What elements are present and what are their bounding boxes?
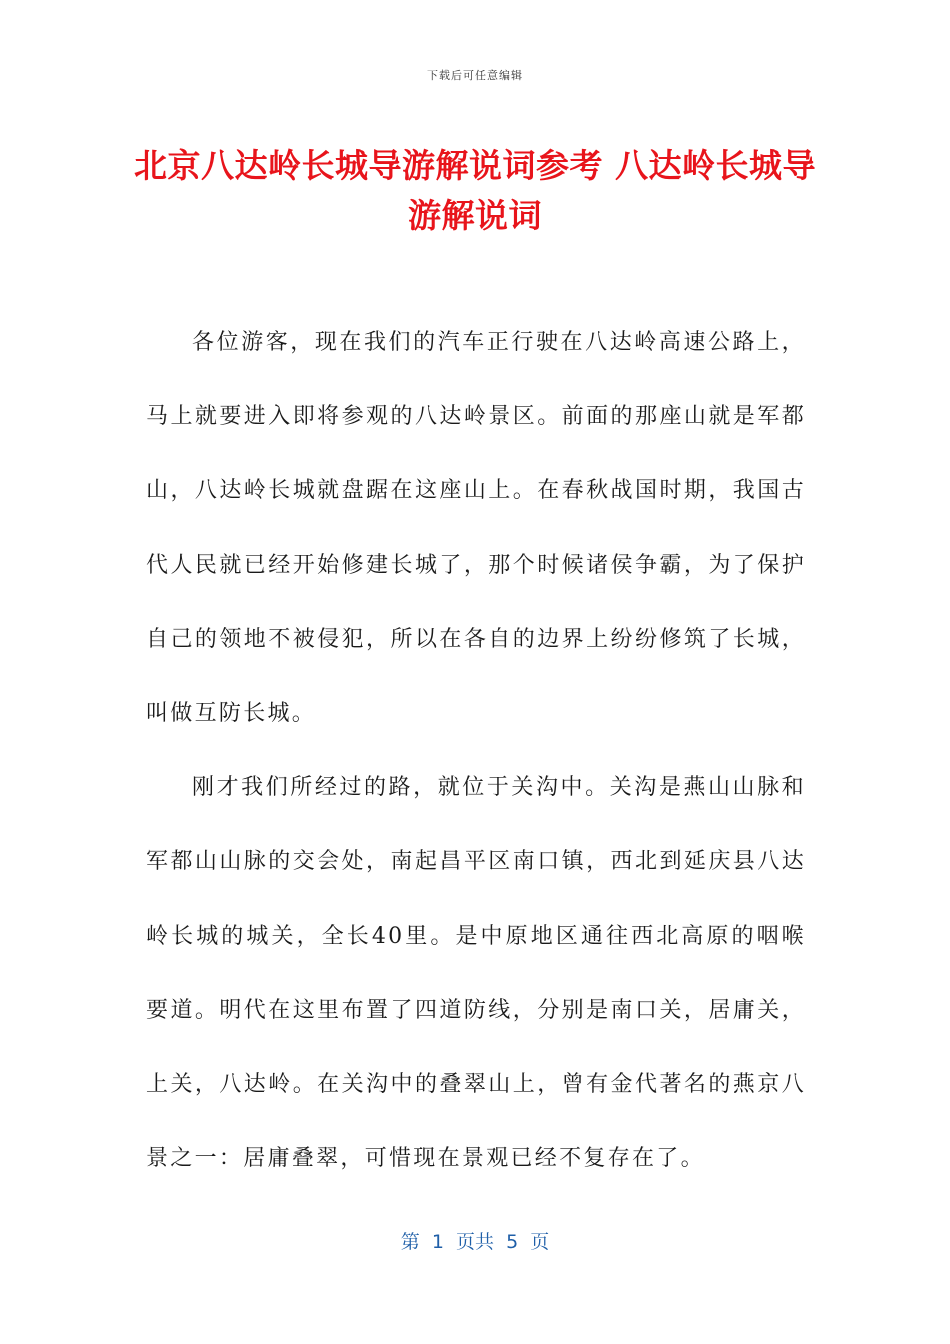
document-body bbox=[146, 306, 806, 1196]
paragraph-1: 各位游客，现在我们的汽车正行驶在八达岭高速公路上，马上就要进入即将参观的八达岭景区。前面的那座山就是军都山，八达岭长城就盘踞在这座山上。在春秋战国时期，我国古代人民就已经开始修建长城了，那个时候诸侯争霸，为了保护自己的领地不被侵犯，所以在各自的边界上纷纷修筑了长城，叫做互防长城。 bbox=[146, 330, 806, 727]
document-title: 北京八达岭长城导游解说词参考 八达岭长城导游解说词 bbox=[134, 146, 816, 235]
page-indicator: 第 1 页共 5 页 bbox=[400, 1231, 550, 1253]
paragraph-2: 刚才我们所经过的路，就位于关沟中。关沟是燕山山脉和军都山山脉的交会处，南起昌平区南口镇，西北到延庆县八达岭长城的城关，全长40里。是中原地区通往西北高原的咽喉要道。明代在这里布置了四道防线，分别是南口关，居庸关，上关，八达岭。在关沟中的叠翠山上，曾有金代著名的燕京八景之一：居庸叠翠，可惜现在景观已经不复存在了。 bbox=[146, 775, 806, 1172]
header-note: 下载后可任意编辑 bbox=[427, 69, 523, 82]
